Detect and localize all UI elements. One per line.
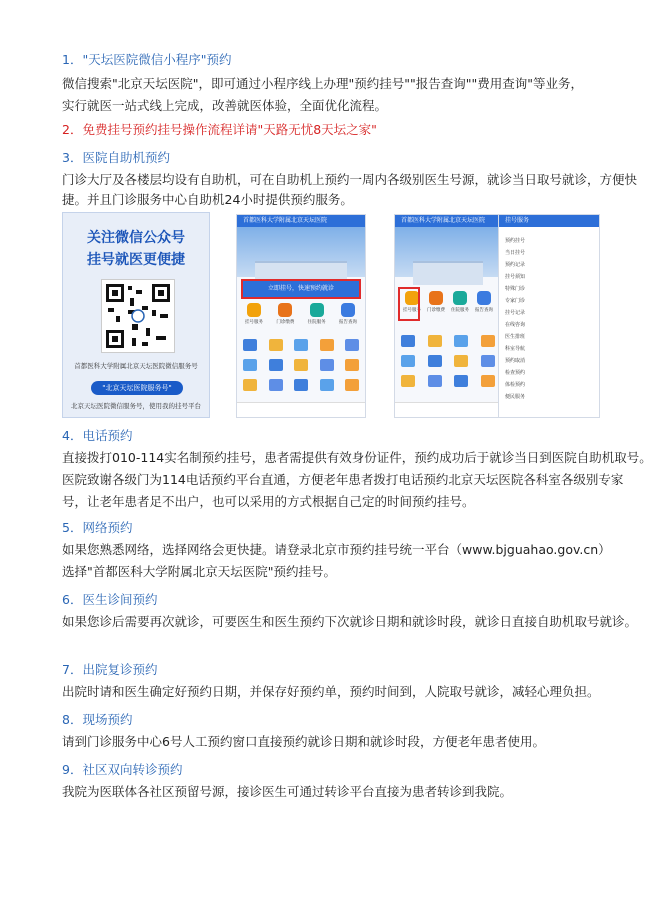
sec4-body-1: 直接拨打010-114实名制预约挂号，患者需提供有效身份证件，预约成功后于就诊当日到医院自助机取号。	[62, 450, 652, 465]
menu-item[interactable]: 医生排班	[505, 334, 526, 340]
qr-title-1: 关注微信公众号	[87, 230, 185, 246]
sec4-heading: 4．电话预约	[62, 428, 133, 443]
qr-code	[101, 279, 175, 353]
sec3-heading: 3．医院自助机预约	[62, 150, 170, 165]
phone1-title: 首都医科大学附属北京天坛医院	[237, 215, 365, 227]
menu-item[interactable]: 特殊门诊	[505, 286, 526, 292]
menu-item[interactable]: 挂号须知	[505, 274, 526, 280]
sec7-heading: 7．出院复诊预约	[62, 662, 158, 677]
sec6-heading: 6．医生诊间预约	[62, 592, 158, 607]
qr-footer: 北京天坛医院微信服务号，使用我的挂号平台	[71, 402, 201, 410]
phone2-banner	[395, 227, 501, 277]
sec5-body-2: 选择"首都医科大学附属北京天坛医院"预约挂号。	[62, 564, 336, 579]
menu-screenshot	[498, 214, 600, 418]
phone2-title: 首都医科大学附属北京天坛医院	[395, 215, 501, 227]
sec5-heading: 5．网络预约	[62, 520, 133, 535]
menu-item[interactable]: 在线咨询	[505, 322, 526, 328]
sec5-body-1: 如果您熟悉网络，选择网络会更快捷。请登录北京市预约挂号统一平台（www.bjguahao.gov.cn）	[62, 542, 611, 557]
menu-item[interactable]: 检查预约	[505, 370, 526, 376]
phone-screenshot-1	[236, 214, 366, 418]
phone2-grid-item[interactable]: 住院服务	[449, 291, 471, 319]
phone1-grid-item[interactable]: 住院服务	[306, 303, 328, 331]
qr-caption: 首都医科大学附属北京天坛医院微信服务号	[74, 362, 198, 370]
phone1-icons-row-3	[243, 379, 359, 391]
qr-card	[62, 212, 210, 418]
menu-item[interactable]: 挂号记录	[505, 310, 526, 316]
phone2-grid-item[interactable]: 门诊缴费	[425, 291, 447, 319]
menu-item[interactable]: 体检预约	[505, 382, 526, 388]
phone2-highlight	[398, 287, 420, 321]
sec8-body-1: 请到门诊服务中心6号人工预约窗口直接预约就诊日期和就诊时段，方便老年患者使用。	[62, 734, 545, 749]
phone1-icons-row-2	[243, 359, 359, 371]
phone1-banner	[237, 227, 365, 277]
sec9-body-1: 我院为医联体各社区预留号源，接诊医生可通过转诊平台直接为患者转诊到我院。	[62, 784, 513, 799]
menu-item[interactable]: 预约挂号	[505, 238, 526, 244]
phone1-grid-item[interactable]: 门诊缴费	[274, 303, 296, 331]
phone1-icons-row-1	[243, 339, 359, 351]
phone1-highlight	[241, 279, 361, 299]
menu-item[interactable]: 预约取消	[505, 358, 526, 364]
phone2-icons-row-2	[401, 355, 495, 367]
phone-screenshot-2	[394, 214, 502, 418]
menu-item[interactable]: 科室导航	[505, 346, 526, 352]
phone2-grid-item[interactable]: 挂号服务	[401, 291, 423, 319]
phone1-tabbar	[237, 402, 365, 417]
sec1-heading: 1．"天坛医院微信小程序"预约	[62, 52, 232, 67]
sec1-body-2: 实行就医一站式线上完成，改善就医体验，全面优化流程。	[62, 98, 388, 113]
sec3-body-2: 捷。并且门诊服务中心自助机24小时提供预约服务。	[62, 192, 353, 207]
sec8-heading: 8．现场预约	[62, 712, 133, 727]
sec3-body-1: 门诊大厅及各楼层均设有自助机，可在自助机上预约一周内各级别医生号源，就诊当日取号就诊，方便快	[62, 172, 638, 187]
sec9-heading: 9．社区双向转诊预约	[62, 762, 183, 777]
menu-title: 挂号服务	[499, 215, 599, 227]
menu-item[interactable]: 预约记录	[505, 262, 526, 268]
phone1-book-bar[interactable]: 立即挂号，快速预约就诊	[243, 281, 359, 297]
phone2-icons-row-3	[401, 375, 495, 387]
phone1-grid	[243, 303, 359, 331]
qr-title-2: 挂号就医更便捷	[87, 252, 185, 268]
phone2-tabbar	[395, 402, 501, 417]
phone2-grid-item[interactable]: 报告查询	[473, 291, 495, 319]
phone2-icons-row-1	[401, 335, 495, 347]
qr-pill: "北京天坛医院服务号"	[91, 381, 183, 395]
sec6-body-1: 如果您诊后需要再次就诊，可要医生和医生预约下次就诊日期和就诊时段，就诊日直接自助机取号就诊。	[62, 614, 638, 629]
sec7-body-1: 出院时请和医生确定好预约日期，并保存好预约单，预约时间到，人院取号就诊，减轻心理负担。	[62, 684, 600, 699]
menu-item[interactable]: 专家门诊	[505, 298, 526, 304]
sec4-body-3: 号，让老年患者足不出户，也可以采用的方式根据自己定的时间预约挂号。	[62, 494, 475, 509]
sec4-body-2: 医院致谢各级门为114电话预约平台直通，方便老年患者拨打电话预约北京天坛医院各科室各级别专家	[62, 472, 624, 487]
menu-item[interactable]: 便民服务	[505, 394, 526, 400]
phone1-grid-item[interactable]: 挂号服务	[243, 303, 265, 331]
phone1-grid-item[interactable]: 报告查询	[337, 303, 359, 331]
sec1-body-1: 微信搜索"北京天坛医院"，即可通过小程序线上办理"预约挂号""报告查询""费用查询"等业务，	[62, 76, 583, 91]
sec2-heading: 2．免费挂号预约挂号操作流程详请"天路无忧8天坛之家"	[62, 122, 377, 137]
menu-item[interactable]: 当日挂号	[505, 250, 526, 256]
